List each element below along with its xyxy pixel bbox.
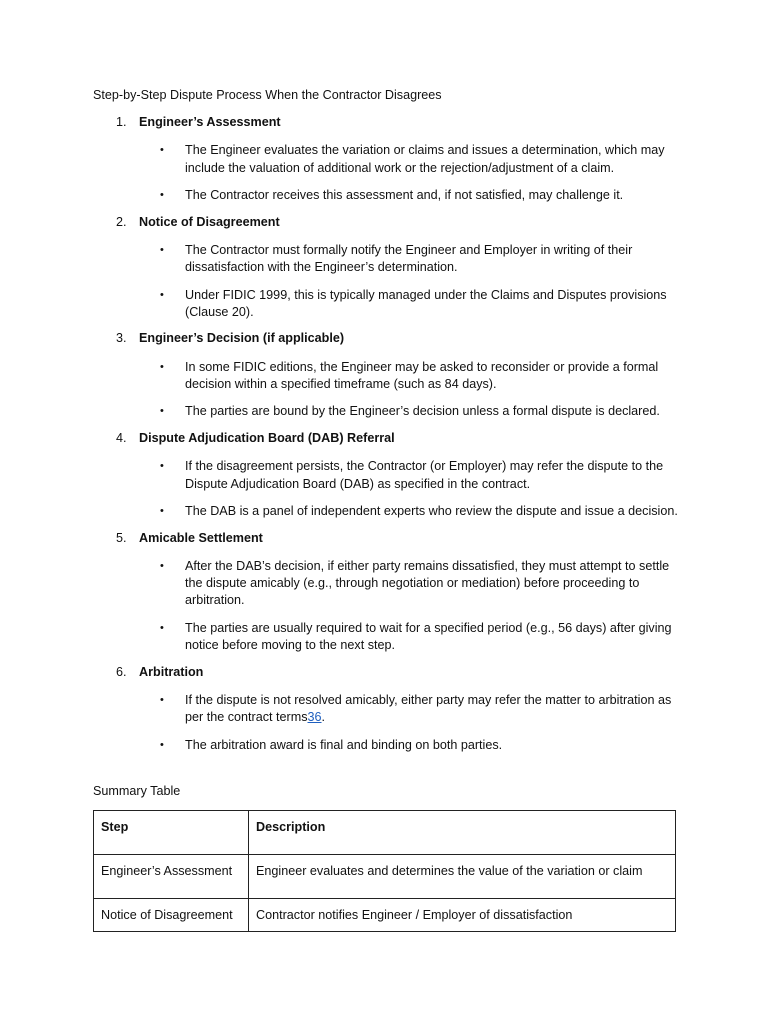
bullet-text: The parties are usually required to wait for a specified period (e.g., 56 days) after giving notice before moving to the next step. <box>185 620 672 653</box>
table-header-cell: Description <box>249 811 676 855</box>
step-heading <box>0 331 768 358</box>
step-number: 1. <box>116 115 127 129</box>
bullet-text: In some FIDIC editions, the Engineer may be asked to reconsider or provide a formal decision within a specified timeframe (such as 84 days). <box>185 359 659 391</box>
table-row <box>94 855 676 899</box>
table-cell: Notice of Disagreement <box>94 899 249 932</box>
citation-suffix: . <box>321 710 326 725</box>
step-bullets <box>0 359 768 421</box>
bullet-text: The Contractor must formally notify the Engineer and Employer in writing of their dissatisfaction with the Engineer’s determination. <box>185 242 633 275</box>
step-title: Notice of Disagreement <box>139 214 280 229</box>
bullet-icon: • <box>160 243 164 256</box>
step-item <box>0 665 768 754</box>
table-header-row <box>94 811 676 855</box>
bullet-icon: • <box>160 288 164 301</box>
bullet-icon: • <box>160 360 164 373</box>
step-number: 3. <box>116 331 127 346</box>
step-bullets <box>0 458 768 520</box>
bullet-item <box>0 620 768 654</box>
table-row <box>94 899 676 932</box>
bullet-item <box>0 403 768 420</box>
table-header-cell: Step <box>94 811 249 855</box>
steps-list <box>0 115 768 764</box>
bullet-item <box>0 142 768 176</box>
step-bullets <box>0 558 768 654</box>
bullet-item <box>0 692 768 726</box>
bullet-text: The Engineer evaluates the variation or claims and issues a determination, which may include the valuation of additional work or the rejection/adjustment of a claim. <box>185 143 665 175</box>
bullet-item <box>0 242 768 276</box>
summary-table-label: Summary Table <box>93 784 181 798</box>
step-item <box>0 215 768 322</box>
bullet-icon: • <box>160 505 164 518</box>
bullet-text: The Contractor receives this assessment and, if not satisfied, may challenge it. <box>185 188 624 203</box>
step-bullets <box>0 692 768 754</box>
bullet-item <box>0 359 768 393</box>
bullet-icon: • <box>160 405 164 418</box>
step-number: 6. <box>116 664 127 679</box>
step-title: Dispute Adjudication Board (DAB) Referral <box>139 430 395 445</box>
bullet-text: The parties are bound by the Engineer’s decision unless a formal dispute is declared. <box>185 404 660 419</box>
step-heading <box>0 115 768 142</box>
step-bullets <box>0 142 768 204</box>
bullet-item <box>0 287 768 321</box>
step-item <box>0 115 768 204</box>
bullet-item <box>0 187 768 204</box>
step-heading <box>0 431 768 458</box>
bullet-item <box>0 558 768 610</box>
step-item <box>0 431 768 520</box>
step-item <box>0 531 768 655</box>
bullet-item <box>0 737 768 754</box>
step-bullets <box>0 242 768 321</box>
table-cell: Engineer’s Assessment <box>94 855 249 899</box>
step-number: 2. <box>116 214 127 229</box>
step-number: 4. <box>116 430 127 445</box>
step-title: Engineer’s Decision (if applicable) <box>139 331 345 346</box>
bullet-icon: • <box>160 460 164 473</box>
summary-table <box>93 810 676 932</box>
bullet-item <box>0 503 768 520</box>
step-heading <box>0 215 768 242</box>
step-title: Amicable Settlement <box>139 530 263 545</box>
step-heading <box>0 531 768 558</box>
bullet-text: After the DAB’s decision, if either party remains dissatisfied, they must attempt to settle the dispute amicably (e.g., through negotiation or mediation) before proceeding to arbitration. <box>185 558 670 608</box>
bullet-icon: • <box>160 693 164 706</box>
table-cell: Engineer evaluates and determines the value of the variation or claim <box>249 855 676 899</box>
step-title: Arbitration <box>139 664 204 679</box>
step-item <box>0 331 768 420</box>
bullet-text: The arbitration award is final and binding on both parties. <box>185 737 503 752</box>
document-title: Step-by-Step Dispute Process When the Contractor Disagrees <box>93 88 442 102</box>
bullet-text: If the dispute is not resolved amicably, either party may refer the matter to arbitration as per the contract terms <box>185 692 672 725</box>
bullet-text: Under FIDIC 1999, this is typically managed under the Claims and Disputes provisions (Clause 20). <box>185 287 667 319</box>
bullet-icon: • <box>160 189 164 202</box>
bullet-icon: • <box>160 144 164 157</box>
bullet-item <box>0 458 768 492</box>
bullet-text: The DAB is a panel of independent experts who review the dispute and issue a decision. <box>185 504 678 519</box>
bullet-text: If the disagreement persists, the Contractor (or Employer) may refer the dispute to the Dispute Adjudication Board (DAB) as specified in the contract. <box>185 459 664 491</box>
bullet-icon: • <box>160 738 164 751</box>
bullet-icon: • <box>160 621 164 634</box>
citation-link[interactable]: 36 <box>307 710 322 725</box>
step-number: 5. <box>116 530 127 545</box>
step-title: Engineer’s Assessment <box>139 115 281 129</box>
step-heading <box>0 665 768 692</box>
bullet-icon: • <box>160 559 164 572</box>
table-cell: Contractor notifies Engineer / Employer of dissatisfaction <box>249 899 676 932</box>
